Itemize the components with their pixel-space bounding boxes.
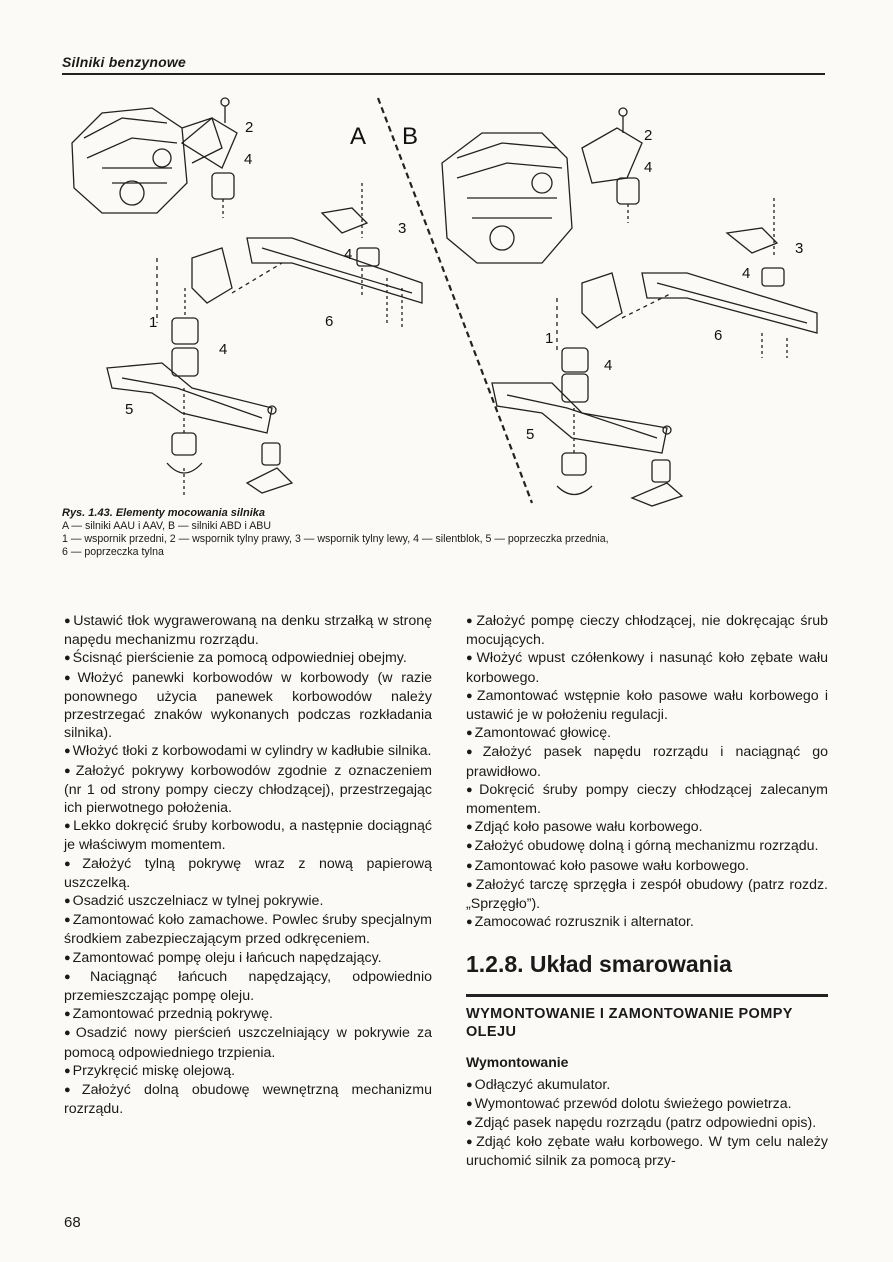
subsection-rule [466, 994, 828, 997]
instruction-item: ● Dokręcić śruby pompy cieczy chłodzącej zalecanym momentem. [466, 781, 828, 818]
instruction-item: ● Zamontować wstępnie koło pasowe wału korbowego i ustawić je w położeniu regulacji. [466, 687, 828, 724]
instruction-item: ● Osadzić nowy pierścień uszczelniający w pokrywie za pomocą odpowiedniego trzpienia. [64, 1024, 432, 1061]
section-title: 1.2.8. Układ smarowania [466, 951, 732, 978]
instruction-item: ● Zamontować koło zamachowe. Powlec śruby specjalnym środkiem zabezpieczającym przed odkręceniem. [64, 911, 432, 948]
label-6-b: 6 [714, 327, 723, 344]
instruction-item: ● Założyć tarczę sprzęgła i zespół obudowy (patrz rozdz. „Sprzęgło”). [466, 876, 828, 913]
instruction-item: ● Odłączyć akumulator. [466, 1076, 828, 1095]
label-4-b-mid: 4 [742, 265, 751, 282]
label-3-b: 3 [795, 240, 804, 257]
instruction-item: ● Zdjąć koło zębate wału korbowego. W tym celu należy uruchomić silnik za pomocą przy- [466, 1133, 828, 1170]
divider-line [378, 98, 535, 503]
engine-mount-diagram [62, 88, 825, 508]
instruction-item: ● Ustawić tłok wygrawerowaną na denku strzałką w stronę napędu mechanizmu rozrządu. [64, 612, 432, 649]
label-4-a-mid: 4 [344, 246, 353, 263]
label-6-a: 6 [325, 313, 334, 330]
label-2-a: 2 [245, 119, 254, 136]
instruction-item: ● Zdjąć koło pasowe wału korbowego. [466, 818, 828, 837]
header-rule [62, 73, 825, 75]
instruction-item: ● Zamontować pompę oleju i łańcuch napędzający. [64, 949, 432, 968]
instruction-item: ● Zamontować koło pasowe wału korbowego. [466, 857, 828, 876]
instruction-item: ● Lekko dokręcić śruby korbowodu, a następnie dociągnąć je właściwym momentem. [64, 817, 432, 854]
right-column [466, 612, 828, 1171]
label-4-a-low: 4 [219, 341, 228, 358]
label-4-b-top: 4 [644, 159, 653, 176]
label-4-b-low: 4 [604, 357, 613, 374]
caption-line: 1 — wspornik przedni, 2 — wspornik tylny prawy, 3 — wspornik tylny lewy, 4 — silentblok, 5 — poprzeczka przednia, [62, 533, 609, 545]
instruction-item: ● Zdjąć pasek napędu rozrządu (patrz odpowiedni opis). [466, 1114, 828, 1133]
instruction-item: ● Założyć tylną pokrywę wraz z nową papierową uszczelką. [64, 855, 432, 892]
caption-line: 6 — poprzeczka tylna [62, 546, 164, 558]
label-4-a-top: 4 [244, 151, 253, 168]
instruction-item: ● Naciągnąć łańcuch napędzający, odpowiednio przemieszczając pompę oleju. [64, 968, 432, 1005]
instruction-item: ● Osadzić uszczelniacz w tylnej pokrywie. [64, 892, 432, 911]
label-1-a: 1 [149, 314, 158, 331]
label-a: A [350, 123, 367, 150]
instruction-item: ● Włożyć wpust czółenkowy i nasunąć koło zębate wału korbowego. [466, 649, 828, 686]
label-1-b: 1 [545, 330, 554, 347]
instruction-item: ● Przykręcić miskę olejową. [64, 1062, 432, 1081]
instruction-item: ● Założyć pokrywy korbowodów zgodnie z oznaczeniem (nr 1 od strony pompy cieczy chłodzącej), przestrzegając ich pierwotnego położenia. [64, 762, 432, 818]
running-header: Silniki benzynowe [62, 54, 186, 70]
label-2-b: 2 [644, 127, 653, 144]
instruction-item: ● Założyć dolną obudowę wewnętrzną mechanizmu rozrządu. [64, 1081, 432, 1118]
subsubsection-title: Wymontowanie [466, 1054, 569, 1071]
instruction-item: ● Założyć pasek napędu rozrządu i naciągnąć go prawidłowo. [466, 743, 828, 780]
label-b: B [402, 123, 419, 150]
caption-title: Rys. 1.43. Elementy mocowania silnika [62, 507, 265, 519]
instruction-item: ● Wymontować przewód dolotu świeżego powietrza. [466, 1095, 828, 1114]
instruction-item: ● Zamontować głowicę. [466, 724, 828, 743]
instruction-item: ● Założyć pompę cieczy chłodzącej, nie dokręcając śrub mocujących. [466, 612, 828, 649]
label-3-a: 3 [398, 220, 407, 237]
subsection-title: WYMONTOWANIE I ZAMONTOWANIE POMPY OLEJU [466, 1006, 793, 1041]
label-5-a: 5 [125, 401, 134, 418]
figure-caption [62, 507, 832, 559]
label-5-b: 5 [526, 426, 535, 443]
engine-mount-figure [62, 88, 825, 508]
instruction-item: ● Zamocować rozrusznik i alternator. [466, 913, 828, 932]
page-number: 68 [64, 1214, 81, 1231]
instruction-item: ● Założyć obudowę dolną i górną mechanizmu rozrządu. [466, 837, 828, 856]
instruction-item: ● Włożyć panewki korbowodów w korbowody (w razie ponownego użycia panewek korbowodów należy przestrzegać znaków wykonanych podczas rozkładania silnika). [64, 669, 432, 743]
instruction-item: ● Zamontować przednią pokrywę. [64, 1005, 432, 1024]
left-column [64, 612, 432, 1118]
caption-line: A — silniki AAU i AAV, B — silniki ABD i ABU [62, 520, 272, 532]
instruction-item: ● Włożyć tłoki z korbowodami w cylindry w kadłubie silnika. [64, 742, 432, 761]
instruction-item: ● Ścisnąć pierścienie za pomocą odpowiedniej obejmy. [64, 649, 432, 668]
engine-b-drawing [442, 108, 817, 506]
